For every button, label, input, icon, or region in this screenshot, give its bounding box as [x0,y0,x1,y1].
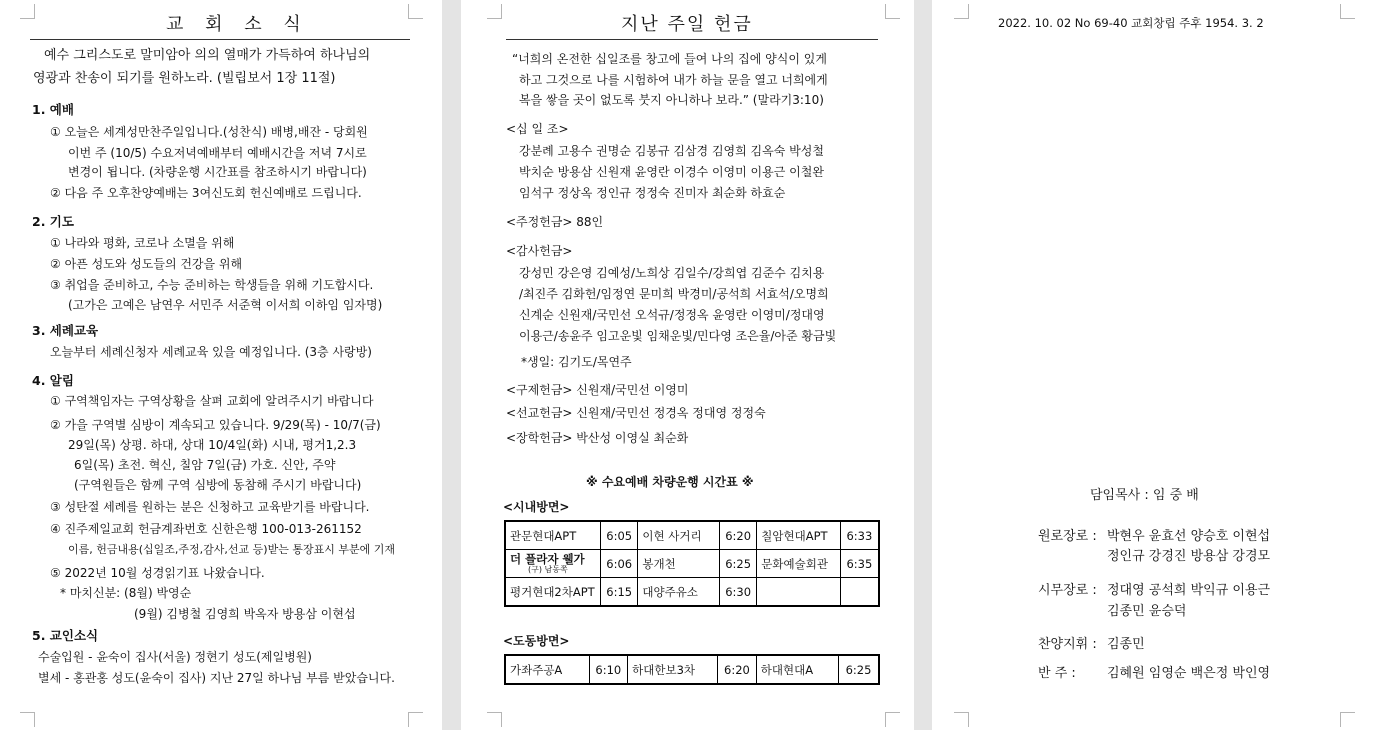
schedule-stop: 이현 사거리 [638,521,720,550]
schedule-time: 6:20 [719,521,756,550]
section-heading: 1. 예배 [32,102,74,117]
staff-names: 정대영 공석희 박익규 이용근 [1107,583,1271,598]
crop-mark [885,4,900,19]
schedule-stop: 문화예술회관 [757,550,841,578]
news-line: 변경이 됩니다. (차량운행 시간표를 참조하시기 바랍니다) [68,165,367,179]
news-line: ③ 성탄절 세례를 원하는 분은 신청하고 교육받기를 바랍니다. [50,500,370,514]
page-title: 지난 주일 헌금 [621,14,753,35]
name-list: /최진주 김화헌/임정연 문미희 박경미/공석희 서효석/오명희 [519,287,829,301]
staff-names: 박현우 윤효선 양승호 이현섭 [1107,529,1271,544]
news-line: ⑤ 2022년 10월 성경읽기표 나왔습니다. [50,566,265,580]
title-rule [30,39,410,40]
schedule-time: 6:06 [601,550,638,578]
verse-line: 복을 쌓을 곳이 없도록 붓지 아니하나 보라.” (말라기3:10) [519,93,824,107]
schedule-stop: 평거현대2차APT [505,578,601,607]
news-line: ② 아픈 성도와 성도들의 건강을 위해 [50,257,243,271]
schedule-time: 6:10 [589,655,628,684]
section-heading: 3. 세례교육 [32,323,99,338]
schedule-table-dodong [504,654,880,685]
news-line: ② 다음 주 오후찬양예배는 3여신도회 헌신예배로 드립니다. [50,186,362,200]
schedule-row [505,550,879,578]
crop-mark [408,4,423,19]
intro-verse: 예수 그리스도로 말미암아 의의 열매가 가득하여 하나님의 [44,48,371,63]
news-line: ② 가을 구역별 심방이 계속되고 있습니다. 9/29(목) - 10/7(금) [50,418,381,432]
bulletin-header: 2022. 10. 02 No 69-40 교회창립 주후 1954. 3. 2 [998,16,1264,30]
schedule-title: ※ 수요예배 차량운행 시간표 ※ [586,475,754,489]
name-list: 강성민 강은영 김예성/노희상 김일수/강희엽 김준수 김치용 [519,266,825,280]
staff-names: 김종민 [1107,637,1145,652]
crop-mark [20,4,35,19]
news-line: ③ 취업을 준비하고, 수능 준비하는 학생들을 위해 기도합시다. [50,278,374,292]
news-line: 별세 - 홍관홍 성도(윤숙이 집사) 지난 27일 하나님 부름 받았습니다. [38,671,395,685]
schedule-time: 6:25 [719,550,756,578]
schedule-stop: 칠암현대APT [757,521,841,550]
staff-label: 시무장로 : [1038,583,1097,598]
schedule-row [505,578,879,607]
staff-names: 김종민 윤승덕 [1107,604,1187,619]
crop-mark [954,712,969,727]
title-rule [506,39,878,40]
birthday-line: *생일: 김기도/목연주 [521,355,632,369]
route-label: <시내방면> [503,500,570,514]
crop-mark [20,712,35,727]
offering-heading: <구제헌금> 신원재/국민선 이영미 [506,383,689,397]
schedule-row [505,521,879,550]
crop-mark [408,712,423,727]
name-list: 이용근/송윤주 임고운빛 임채운빛/민다영 조은율/아준 황금빛 [519,329,837,343]
schedule-time: 6:15 [601,578,638,607]
page-title: 교 회 소 식 [166,14,309,35]
schedule-stop: 대양주유소 [638,578,720,607]
crop-mark [487,4,502,19]
schedule-stop: 가좌주공A [505,655,589,684]
pastor-line: 담임목사 : 임 중 배 [1090,488,1199,503]
news-line: (구역원들은 함께 구역 심방에 동참해 주시기 바랍니다) [74,478,362,492]
offering-heading: <선교헌금> 신원재/국민선 정경옥 정대영 정정숙 [506,406,766,420]
schedule-row [505,655,879,684]
offering-heading: <십 일 조> [506,122,569,136]
news-line: 6일(목) 초전. 혁신, 칠암 7일(금) 가호. 신안, 주약 [74,458,336,472]
staff-label: 반 주 : [1038,666,1076,681]
news-line: ④ 진주제일교회 헌금계좌번호 신한은행 100-013-261152 [50,522,362,536]
news-line: ① 구역책임자는 구역상황을 살펴 교회에 알려주시기 바랍니다 [50,394,374,408]
page-cover [932,0,1373,730]
schedule-time: 6:25 [839,655,879,684]
name-list: 임석구 정상옥 정인규 정정숙 진미자 최순화 하효순 [519,186,786,200]
news-line: 수술입원 - 윤숙이 집사(서울) 정현기 성도(제일병원) [38,650,312,664]
route-label: <도동방면> [503,634,570,648]
crop-mark [1340,712,1355,727]
schedule-stop-note: (구) 남동쪽 [528,565,568,574]
news-line: 이번 주 (10/5) 수요저녁예배부터 예배시간을 저녁 7시로 [68,146,367,160]
schedule-time: 6:20 [718,655,757,684]
offering-heading: <주정헌금> 88인 [506,215,604,229]
section-heading: 5. 교인소식 [32,628,99,643]
schedule-stop: 관문현대APT [505,521,601,550]
staff-names: 정인규 강경진 방용삼 강경모 [1107,549,1271,564]
schedule-time: 6:35 [840,550,879,578]
crop-mark [487,712,502,727]
news-line: (9월) 김병철 김영희 박옥자 방용삼 이현섭 [134,607,356,621]
crop-mark [1340,4,1355,19]
schedule-time [840,578,879,607]
staff-label: 찬양지휘 : [1038,637,1097,652]
news-line: 29일(목) 상평. 하대, 상대 10/4일(화) 시내, 평거1,2.3 [68,438,357,452]
schedule-time: 6:30 [719,578,756,607]
news-line: 오늘부터 세례신청자 세례교육 있을 예정입니다. (3층 사랑방) [50,345,372,359]
crop-mark [885,712,900,727]
verse-line: “너희의 온전한 십일조를 창고에 들여 나의 집에 양식이 있게 [512,52,827,66]
news-line: (고가은 고예은 남연우 서민주 서준혁 이서희 이하임 임자명) [68,298,383,312]
schedule-time: 6:33 [840,521,879,550]
offering-heading: <감사헌금> [506,244,573,258]
name-list: 신계순 신원재/국민선 오석규/정정옥 윤영란 이영미/정대영 [519,308,825,322]
schedule-stop: 하대현대A [756,655,838,684]
verse-line: 하고 그것으로 나를 시험하여 내가 하늘 문을 열고 너희에게 [519,73,828,87]
news-line: 이름, 헌금내용(십일조,주정,감사,선교 등)받는 통장표시 부분에 기재 [68,543,395,556]
schedule-stop [505,550,601,578]
name-list: 박치순 방용삼 신원재 윤영란 이경수 이영미 이용근 이철완 [519,165,824,179]
news-line: ① 나라와 평화, 코로나 소멸을 위해 [50,236,235,250]
page-offerings [461,0,914,730]
schedule-stop-name: 더 플라자 웰가 [510,552,585,566]
offering-heading: <장학헌금> 박산성 이영실 최순화 [506,431,689,445]
schedule-stop: 봉개천 [638,550,720,578]
news-line: ① 오늘은 세계성만찬주일입니다.(성찬식) 배병,배잔 - 당회원 [50,125,368,139]
section-heading: 2. 기도 [32,214,74,229]
staff-label: 원로장로 : [1038,529,1097,544]
intro-verse: 영광과 찬송이 되기를 원하노라. (빌립보서 1장 11절) [33,71,336,86]
section-heading: 4. 알림 [32,373,74,388]
schedule-table-city [504,520,880,607]
staff-names: 김혜원 임영순 백은정 박인영 [1107,666,1271,681]
news-line: * 마치신분: (8월) 박영순 [60,586,192,600]
schedule-stop: 하대한보3차 [628,655,718,684]
page-church-news [0,0,442,730]
crop-mark [954,4,969,19]
schedule-stop [757,578,841,607]
schedule-time: 6:05 [601,521,638,550]
name-list: 강분례 고용수 권명순 김봉규 김삼경 김영희 김옥숙 박성철 [519,144,824,158]
